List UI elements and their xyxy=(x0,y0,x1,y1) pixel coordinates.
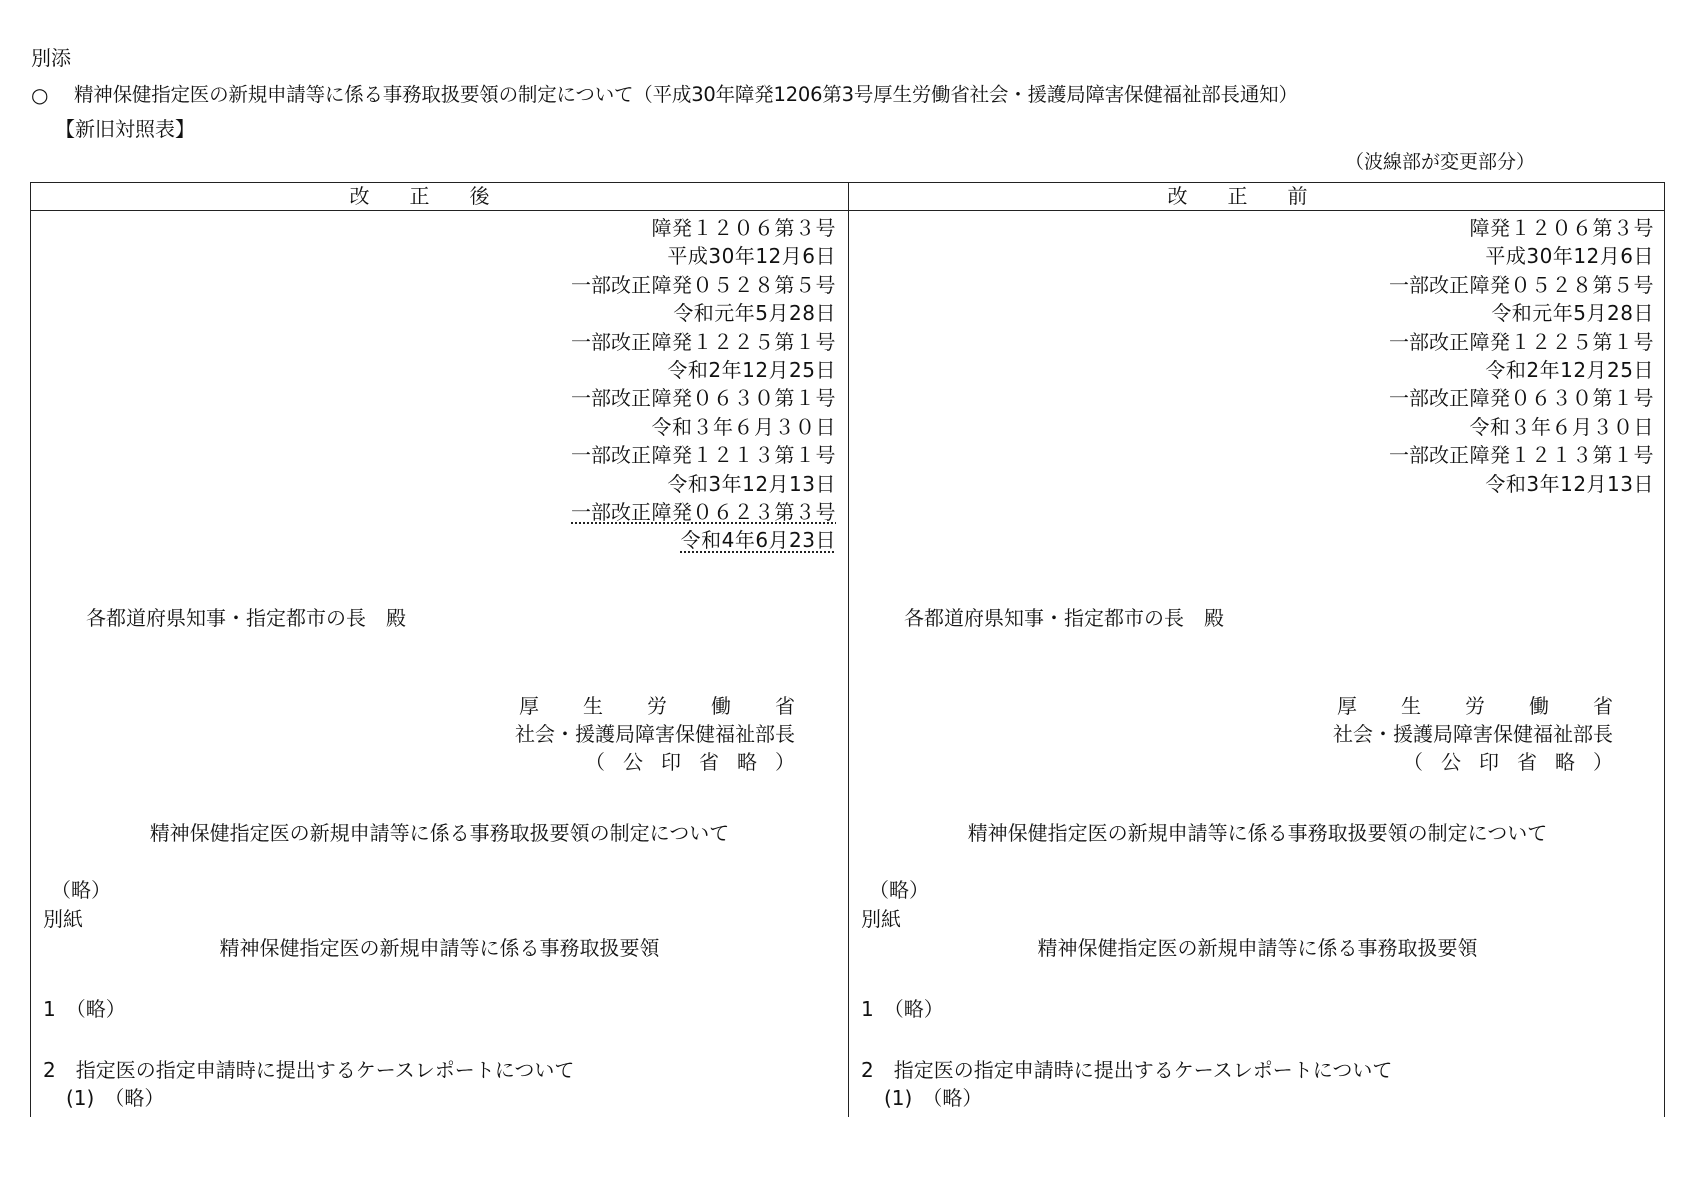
sender-org: 厚生労働省 xyxy=(1337,694,1657,718)
revision-label: 一部改正 xyxy=(571,272,651,297)
sender-seal: （公印省略） xyxy=(585,750,813,774)
column-after xyxy=(31,183,848,1117)
item-1: 1 （略） xyxy=(43,997,126,1021)
item-1: 1 （略） xyxy=(861,997,944,1021)
revision-label: 一部改正 xyxy=(1389,386,1469,411)
revision-row xyxy=(1094,272,1654,303)
revision-row xyxy=(276,499,836,530)
sender-org: 厚生労働省 xyxy=(519,694,839,718)
revision-row xyxy=(1094,329,1654,360)
sender-dept: 社会・援護局障害保健福祉部長 xyxy=(515,722,795,746)
revision-value: 障発１２２５第１号 xyxy=(651,329,836,354)
item-2: 2 指定医の指定申請時に提出するケースレポートについて xyxy=(861,1058,1393,1082)
revision-value: 令和３年６月３０日 xyxy=(651,414,836,439)
revision-row xyxy=(1094,303,1654,331)
guideline-title: 精神保健指定医の新規申請等に係る事務取扱要領 xyxy=(1037,936,1478,960)
omitted-text: （略） xyxy=(869,878,929,902)
guideline-title: 精神保健指定医の新規申請等に係る事務取扱要領 xyxy=(219,936,660,960)
revision-value: 令和３年６月３０日 xyxy=(1469,414,1654,439)
attachment-label: 別添 xyxy=(31,46,71,70)
revision-label: 一部改正 xyxy=(1389,272,1469,297)
revision-row xyxy=(276,445,836,473)
revision-label: 一部改正 xyxy=(571,329,651,354)
revision-value: 障発１２１３第１号 xyxy=(651,443,836,468)
item-2-1: (1) （略） xyxy=(66,1086,165,1110)
revision-value: 障発１２０６第３号 xyxy=(1469,216,1654,240)
revision-label: 一部改正 xyxy=(571,386,651,411)
sender-block xyxy=(1333,694,1657,780)
revision-row xyxy=(276,329,836,360)
table-title: 【新旧対照表】 xyxy=(55,117,195,141)
revision-value: 障発１２１３第１号 xyxy=(1469,443,1654,468)
omitted-text: （略） xyxy=(51,878,111,902)
revision-label: 一部改正 xyxy=(1389,329,1469,354)
item-2-1: (1) （略） xyxy=(884,1086,983,1110)
attachment-heading: 別紙 xyxy=(861,907,901,931)
revision-value: 障発０６３０第１号 xyxy=(651,386,836,411)
revision-value: 令和元年5月28日 xyxy=(1491,301,1654,326)
revision-value: 平成30年12月6日 xyxy=(667,244,836,269)
revision-row xyxy=(276,246,836,274)
revision-value: 令和2年12月25日 xyxy=(667,357,836,382)
revision-value: 障発１２２５第１号 xyxy=(1469,329,1654,354)
revision-row xyxy=(1094,357,1654,388)
revision-history-after xyxy=(276,218,836,559)
revision-value: 障発０５２８第５号 xyxy=(1469,272,1654,297)
column-before xyxy=(849,183,1666,1117)
revision-row xyxy=(276,357,836,388)
revision-row xyxy=(276,388,836,416)
revision-value: 障発０６２３第３号 xyxy=(651,499,836,524)
sender-seal: （公印省略） xyxy=(1403,750,1631,774)
sender-dept: 社会・援護局障害保健福祉部長 xyxy=(1333,722,1613,746)
addressee: 各都道府県知事・指定都市の長 殿 xyxy=(904,606,1224,630)
sender-block xyxy=(515,694,839,780)
revision-row xyxy=(276,303,836,331)
revision-row xyxy=(1094,471,1654,502)
revision-row xyxy=(276,272,836,303)
bullet-circle-icon: ○ xyxy=(31,83,49,107)
revision-value: 令和元年5月28日 xyxy=(673,301,836,326)
column-header-before: 改正前 xyxy=(1167,184,1348,208)
revision-row xyxy=(276,414,836,445)
revision-row xyxy=(276,218,836,246)
comparison-table xyxy=(30,182,1665,1117)
document-title: 精神保健指定医の新規申請等に係る事務取扱要領の制定について（平成30年障発1206第3号厚生労働省社会・援護局障害保健福祉部長通知） xyxy=(74,83,1298,106)
change-note: （波線部が変更部分） xyxy=(1344,151,1535,173)
revision-value: 障発０５２８第５号 xyxy=(651,272,836,297)
revision-row xyxy=(1094,218,1654,246)
revision-value: 令和3年12月13日 xyxy=(667,471,836,496)
revision-row xyxy=(1094,414,1654,445)
revision-history-before xyxy=(1094,218,1654,502)
revision-label: 一部改正 xyxy=(571,443,651,468)
revision-label: 一部改正 xyxy=(1389,443,1469,468)
addressee: 各都道府県知事・指定都市の長 殿 xyxy=(86,606,406,630)
notice-title: 精神保健指定医の新規申請等に係る事務取扱要領の制定について xyxy=(149,821,730,845)
revision-row xyxy=(1094,445,1654,473)
revision-value: 令和3年12月13日 xyxy=(1485,471,1654,496)
revision-row xyxy=(1094,246,1654,274)
revision-value: 令和4年6月23日 xyxy=(680,528,836,553)
item-2: 2 指定医の指定申請時に提出するケースレポートについて xyxy=(43,1058,575,1082)
revision-value: 令和2年12月25日 xyxy=(1485,357,1654,382)
revision-value: 障発０６３０第１号 xyxy=(1469,386,1654,411)
column-header-after: 改正後 xyxy=(349,184,530,208)
revision-value: 平成30年12月6日 xyxy=(1485,244,1654,269)
attachment-heading: 別紙 xyxy=(43,907,83,931)
revision-row xyxy=(276,530,836,558)
notice-title: 精神保健指定医の新規申請等に係る事務取扱要領の制定について xyxy=(967,821,1548,845)
revision-value: 障発１２０６第３号 xyxy=(651,216,836,240)
revision-row xyxy=(276,471,836,502)
revision-label: 一部改正 xyxy=(571,499,651,524)
revision-row xyxy=(1094,388,1654,416)
